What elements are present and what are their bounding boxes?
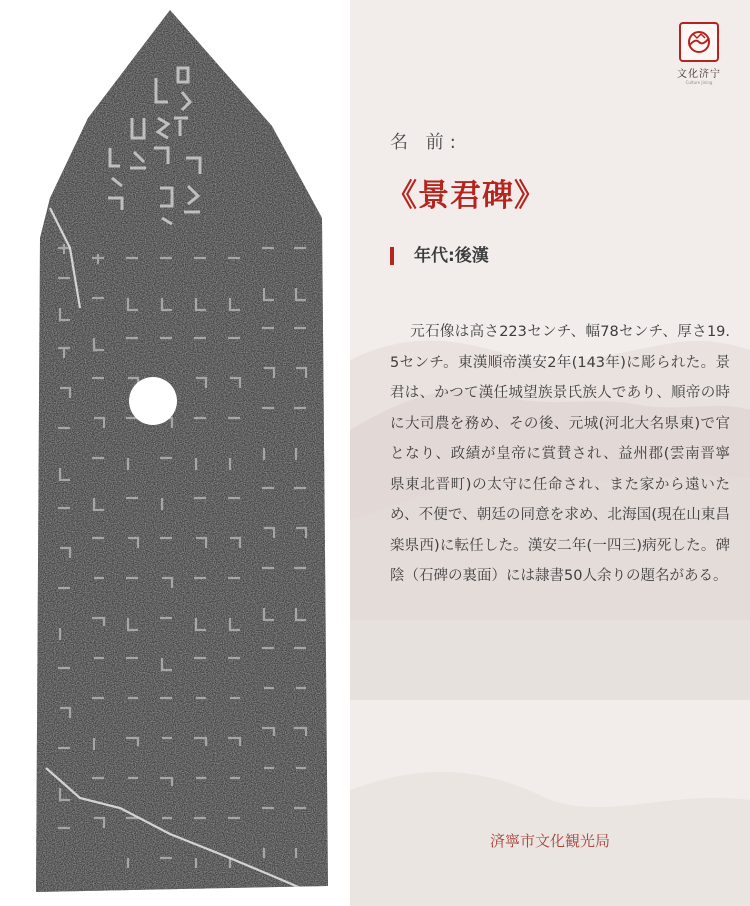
- logo-subtext: Culture Jining: [685, 80, 713, 85]
- seal-icon: [679, 22, 719, 62]
- stele-rubbing-image: [10, 8, 340, 900]
- stele-title: 《景君碑》: [386, 178, 546, 214]
- description-text: 元石像は高さ223センチ、幅78センチ、厚さ19.5センチ。東漢順帝漢安2年(143年)に彫られた。景君は、かつて漢任城望族景氏族人であり、順帝の時に大司農を務め、その後、元城(河北大名県東)で官となり、政績が皇帝に賞賛され、益州郡(雲南晋寧県東北晋町)の太守に任命され、また家から遠いため、不便で、朝廷の同意を求め、北海国(現在山東昌楽県西)に転任した。漢安二年(一四三)病死した。碑陰（石碑の裏面）には隷書50人余りの題名がある。: [390, 324, 730, 584]
- name-label: 名 前:: [390, 132, 462, 153]
- culture-jining-logo: [672, 22, 726, 92]
- era-text: 年代:後漢: [414, 246, 489, 266]
- era-label: [390, 243, 489, 269]
- info-panel: [350, 0, 750, 906]
- logo-text: 文化济宁: [677, 69, 721, 80]
- era-marker: [390, 247, 394, 265]
- stele-panel: [0, 0, 350, 906]
- footer-credit: 済寧市文化観光局: [489, 832, 610, 850]
